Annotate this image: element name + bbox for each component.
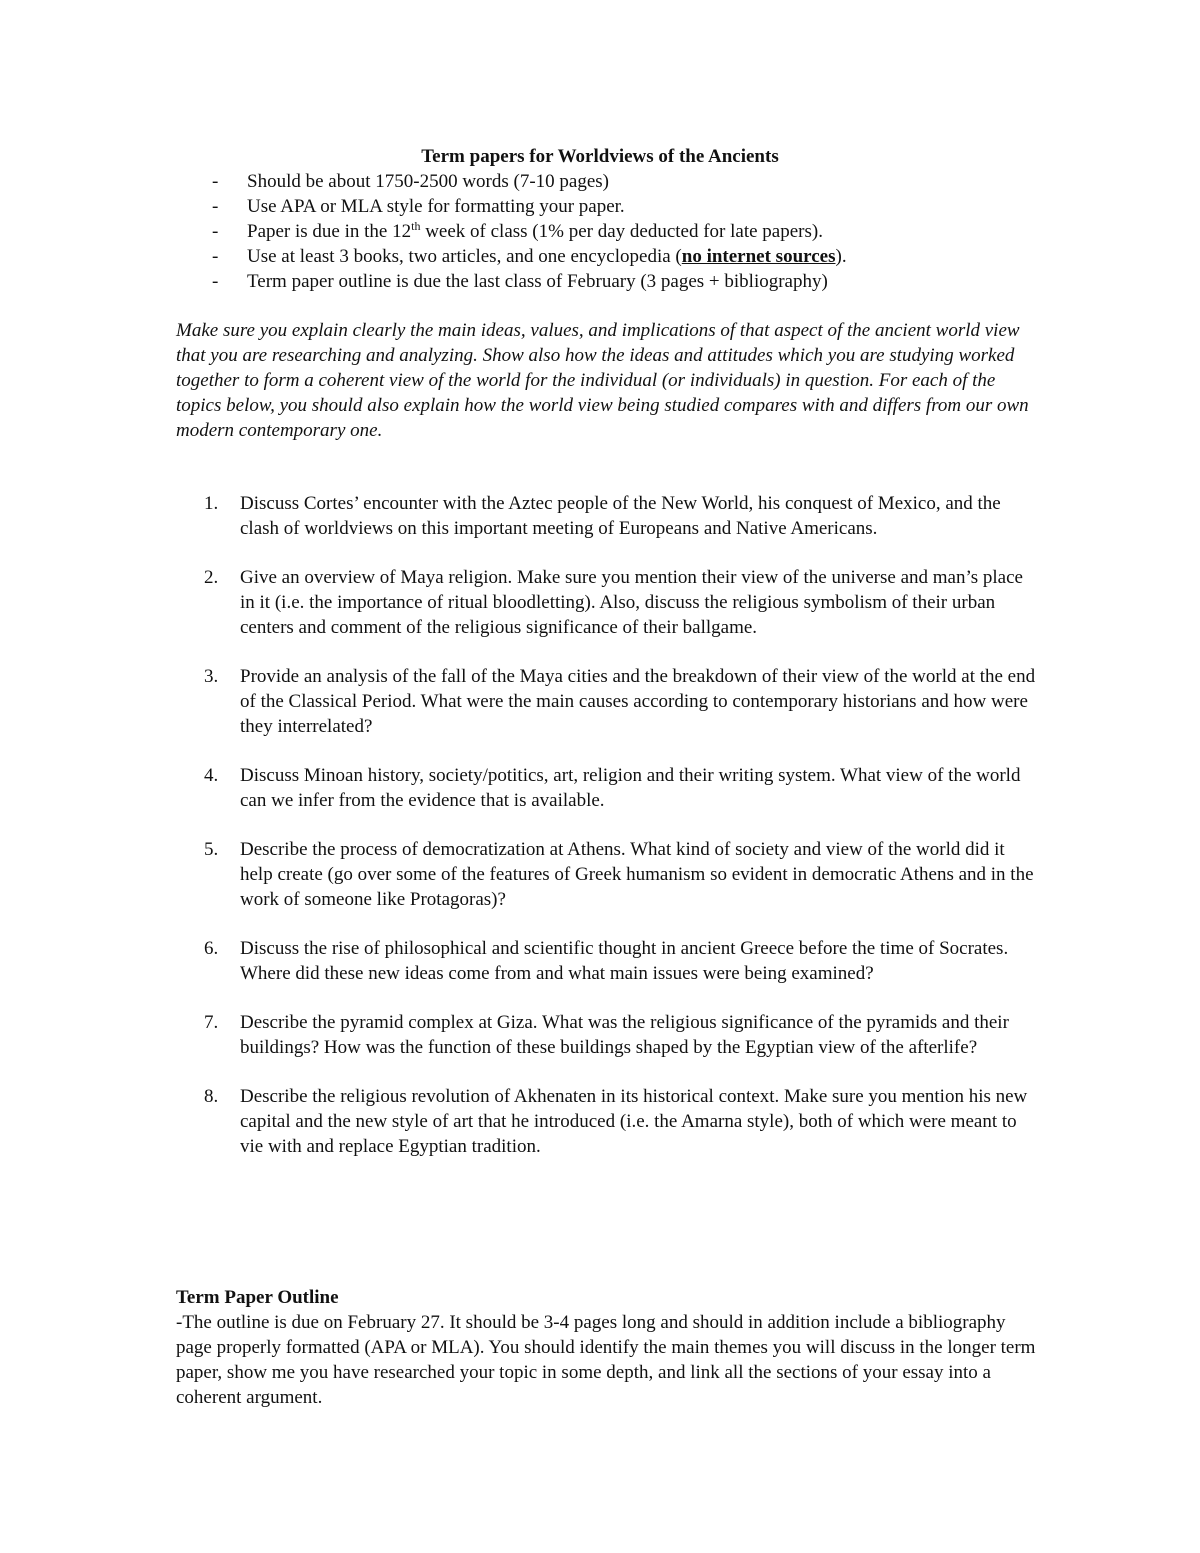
topic-item bbox=[176, 491, 1036, 541]
topic-text: Discuss Minoan history, society/potitics, art, religion and their writing system. What view of the world can we infer from the evidence that is available. bbox=[240, 765, 1021, 811]
topic-number: 2. bbox=[204, 567, 219, 588]
topic-item bbox=[176, 664, 1036, 739]
intro-paragraph: Make sure you explain clearly the main ideas, values, and implications of that aspect of the ancient world view that you are researching and analyzing. Show also how the ideas and attitudes which you are studying worked together to form a coherent view of the world for the individual (or individuals) in question. For each of the topics below, you should also explain how the world view being studied compares with and differs from our own modern contemporary one. bbox=[176, 320, 1029, 441]
requirement-text-after: ). bbox=[835, 246, 847, 267]
topics-list bbox=[176, 491, 1036, 1183]
requirement-text-after: week of class (1% per day deducted for late papers). bbox=[420, 221, 823, 242]
topic-text: Describe the religious revolution of Akhenaten in its historical context. Make sure you mention his new capital and the new style of art that he introduced (i.e. the Amarna style), both of which were meant to vie with and replace Egyptian tradition. bbox=[240, 1086, 1028, 1157]
requirements-list bbox=[212, 169, 1072, 294]
requirement-item bbox=[212, 169, 1072, 194]
requirement-dash: - bbox=[212, 271, 219, 292]
topic-text: Discuss the rise of philosophical and scientific thought in ancient Greece before the time of Socrates. Where did these new ideas come from and what main issues were being examined? bbox=[240, 938, 1009, 984]
topic-text: Describe the pyramid complex at Giza. What was the religious significance of the pyramids and their buildings? How was the function of these buildings shaped by the Egyptian view of the afterlife? bbox=[240, 1012, 1009, 1058]
requirement-item bbox=[212, 219, 1072, 244]
requirement-text: Term paper outline is due the last class of February (3 pages + bibliography) bbox=[247, 271, 828, 292]
topic-number: 7. bbox=[204, 1012, 219, 1033]
topic-item bbox=[176, 763, 1036, 813]
requirement-dash: - bbox=[212, 171, 219, 192]
document-title: Term papers for Worldviews of the Ancients bbox=[421, 146, 779, 167]
outline-body: -The outline is due on February 27. It should be 3-4 pages long and should in addition include a bibliography page properly formatted (APA or MLA). You should identify the main themes you will discuss in the longer term paper, show me you have researched your topic in some depth, and link all the sections of your essay into a coherent argument. bbox=[176, 1312, 1036, 1408]
requirement-text-before: Paper is due in the 12 bbox=[247, 221, 412, 242]
topic-item bbox=[176, 837, 1036, 912]
requirement-superscript: th bbox=[411, 219, 421, 233]
topic-number: 1. bbox=[204, 493, 219, 514]
requirement-dash: - bbox=[212, 196, 219, 217]
topic-number: 6. bbox=[204, 938, 219, 959]
topic-item bbox=[176, 936, 1036, 986]
requirement-item bbox=[212, 244, 1072, 269]
requirement-item bbox=[212, 194, 1072, 219]
topic-text: Discuss Cortes’ encounter with the Aztec people of the New World, his conquest of Mexico, and the clash of worldviews on this important meeting of Europeans and Native Americans. bbox=[240, 493, 1001, 539]
requirement-item bbox=[212, 269, 1072, 294]
requirement-dash: - bbox=[212, 221, 219, 242]
topic-number: 8. bbox=[204, 1086, 219, 1107]
topic-text: Provide an analysis of the fall of the Maya cities and the breakdown of their view of the world at the end of the Classical Period. What were the main causes according to contemporary historians and how were they interrelated? bbox=[240, 666, 1036, 737]
topic-item bbox=[176, 1010, 1036, 1060]
topic-number: 4. bbox=[204, 765, 219, 786]
no-internet-sources-emphasis: no internet sources bbox=[681, 246, 836, 267]
topic-item bbox=[176, 565, 1036, 640]
topic-item bbox=[176, 1084, 1036, 1159]
topic-text: Give an overview of Maya religion. Make sure you mention their view of the universe and man’s place in it (i.e. the importance of ritual bloodletting). Also, discuss the religious symbolism of their urban centers and comment of the religious significance of their ballgame. bbox=[240, 567, 1023, 638]
topic-number: 3. bbox=[204, 666, 219, 687]
requirement-text-before: Use at least 3 books, two articles, and one encyclopedia ( bbox=[247, 246, 682, 267]
requirement-text: Should be about 1750-2500 words (7-10 pages) bbox=[247, 171, 610, 192]
topic-number: 5. bbox=[204, 839, 219, 860]
outline-heading: Term Paper Outline bbox=[176, 1287, 339, 1308]
requirement-dash: - bbox=[212, 246, 219, 267]
requirement-text: Use APA or MLA style for formatting your paper. bbox=[247, 196, 625, 217]
topic-text: Describe the process of democratization at Athens. What kind of society and view of the world did it help create (go over some of the features of Greek humanism so evident in democratic Athens and in the work of someone like Protagoras)? bbox=[240, 839, 1034, 910]
